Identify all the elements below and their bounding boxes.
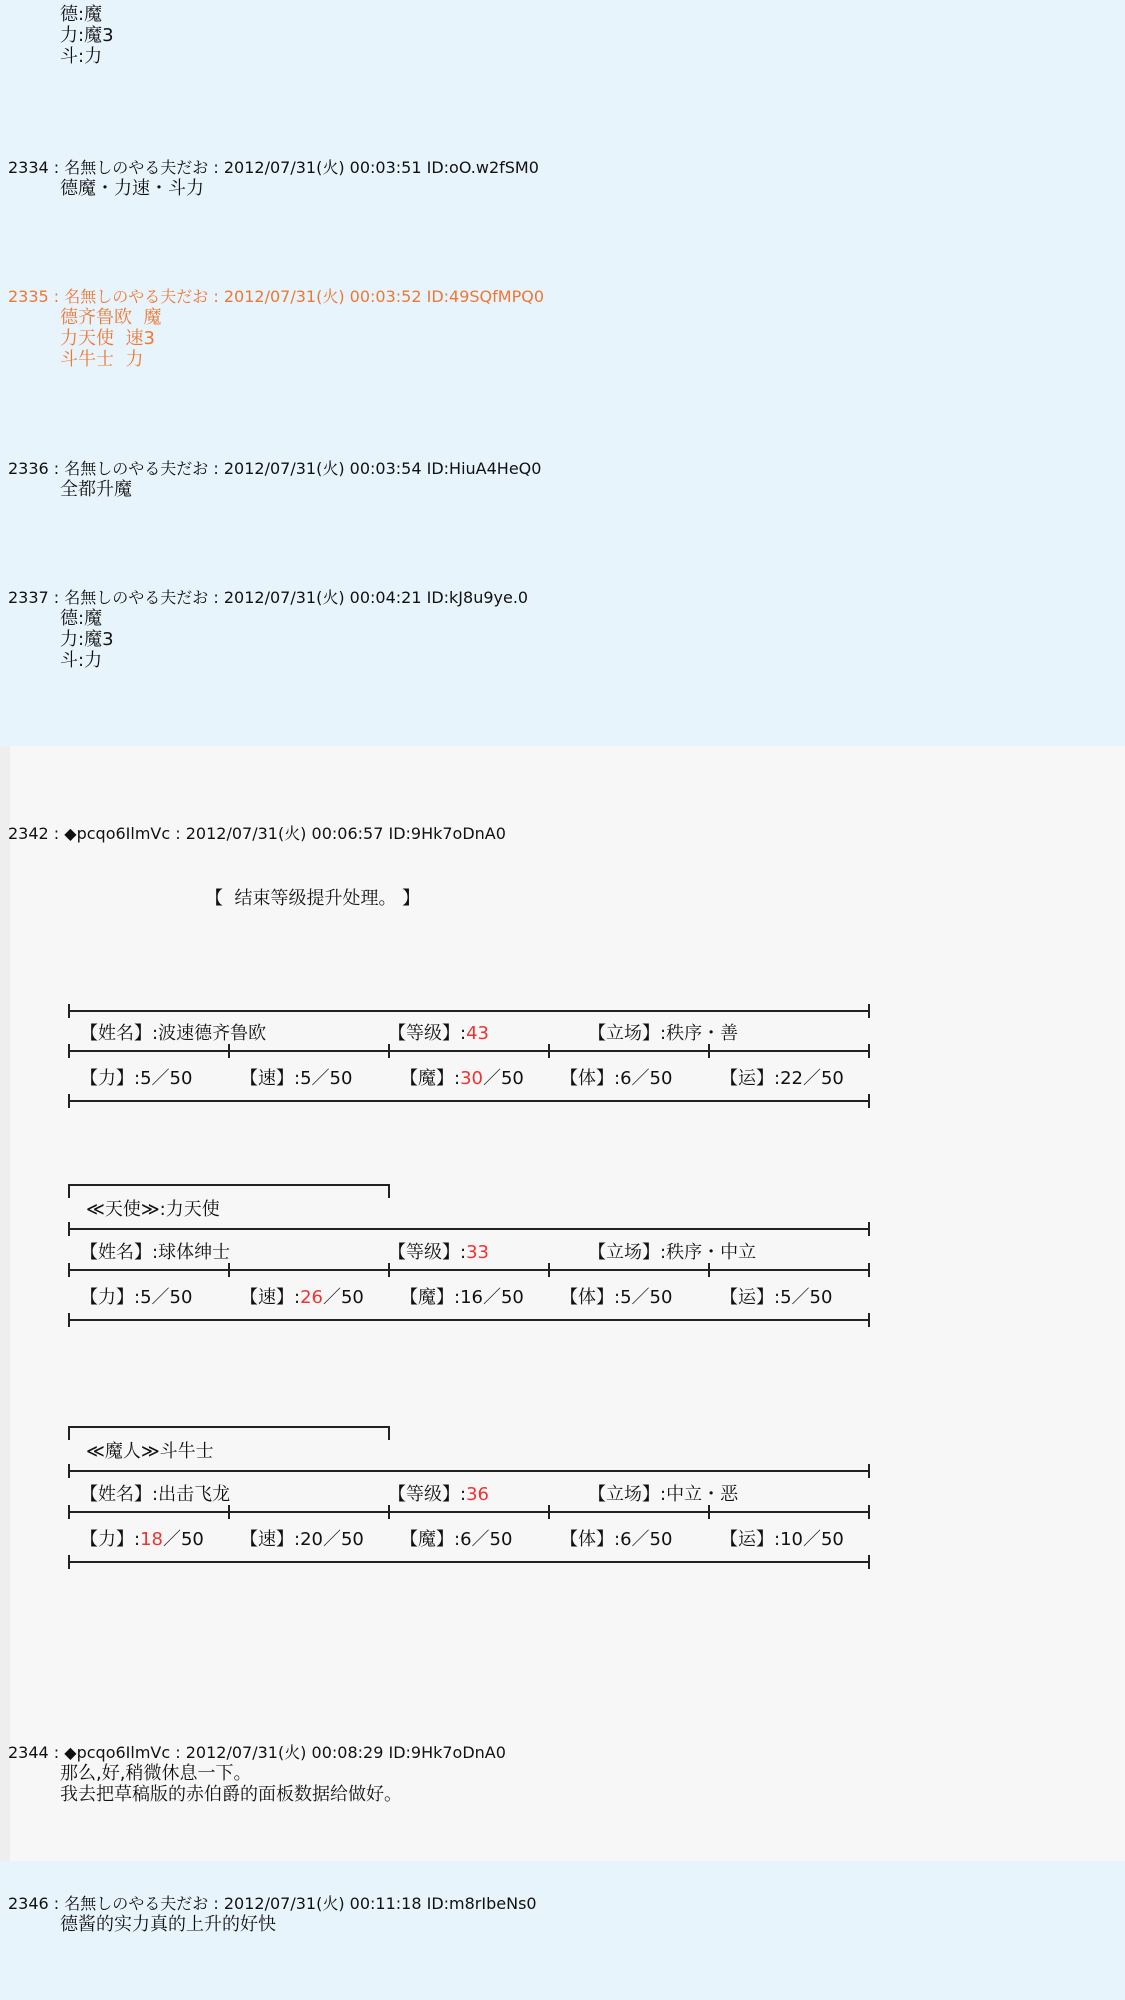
board-rule xyxy=(708,1505,710,1519)
poster-name: 名無しのやる夫だお xyxy=(64,588,209,607)
separator: : xyxy=(208,287,224,306)
post-line: 斗:力 xyxy=(60,46,103,67)
stat-spd: 【速】:26／50 xyxy=(240,1287,364,1308)
post-line: 斗牛士 力 xyxy=(60,349,144,370)
board-rule xyxy=(68,1426,390,1428)
board-rule xyxy=(68,1184,390,1186)
board-rule xyxy=(68,1511,870,1513)
post-line: 力:魔3 xyxy=(60,25,114,46)
board-rule xyxy=(68,1222,70,1236)
post-header xyxy=(8,286,544,307)
board-rule xyxy=(548,1263,550,1277)
poster-name: 名無しのやる夫だお xyxy=(64,287,209,306)
level-field: 【等级】:43 xyxy=(388,1023,489,1044)
post-header xyxy=(8,157,539,178)
post-number[interactable]: 2344 xyxy=(8,1743,49,1762)
poster-id[interactable]: ID:m8rIbeNs0 xyxy=(426,1894,537,1913)
post-header xyxy=(8,823,506,844)
board-rule xyxy=(68,1050,870,1052)
board-rule xyxy=(388,1184,390,1198)
stat-str: 【力】:5／50 xyxy=(80,1068,193,1089)
stat-mag: 【魔】:16／50 xyxy=(400,1287,524,1308)
separator: : xyxy=(208,459,224,478)
stat-mag: 【魔】:30／50 xyxy=(400,1068,524,1089)
board-rule xyxy=(68,1004,70,1018)
board-rule xyxy=(868,1222,870,1236)
board-rule xyxy=(68,1319,870,1321)
board-rule xyxy=(868,1505,870,1519)
poster-name: 名無しのやる夫だお xyxy=(64,1894,209,1913)
board-rule xyxy=(868,1263,870,1277)
poster-name: ◆pcqo6IlmVc xyxy=(64,824,171,843)
unit-tag: ≪天使≫:力天使 xyxy=(86,1199,220,1220)
post-line: 德:魔 xyxy=(60,608,103,629)
stat-luck: 【运】:5／50 xyxy=(720,1287,833,1308)
poster-name: 名無しのやる夫だお xyxy=(64,459,209,478)
stat-luck: 【运】:10／50 xyxy=(720,1529,844,1550)
poster-id[interactable]: ID:9Hk7oDnA0 xyxy=(388,1743,506,1762)
board-rule xyxy=(868,1094,870,1108)
post-header xyxy=(8,1742,506,1763)
poster-id[interactable]: ID:49SQfMPQ0 xyxy=(426,287,545,306)
name-field: 【姓名】:球体绅士 xyxy=(80,1242,231,1263)
board-rule xyxy=(68,1044,70,1058)
separator: : xyxy=(208,588,224,607)
post-line: 德齐鲁欧 魔 xyxy=(60,307,162,328)
post-header xyxy=(8,458,541,479)
post-2342 xyxy=(8,823,506,844)
separator: : xyxy=(170,1743,186,1762)
separator: : xyxy=(170,824,186,843)
post-body xyxy=(8,608,528,671)
board-rule xyxy=(548,1044,550,1058)
board-rule xyxy=(68,1269,870,1271)
board-rule xyxy=(68,1561,870,1563)
post-date: 2012/07/31(火) 00:06:57 xyxy=(185,824,384,843)
board-rule xyxy=(228,1044,230,1058)
separator: : xyxy=(208,1894,224,1913)
stat-luck: 【运】:22／50 xyxy=(720,1068,844,1089)
post-date: 2012/07/31(火) 00:03:51 xyxy=(223,158,422,177)
post-line: 全都升魔 xyxy=(60,479,132,500)
name-field: 【姓名】:波速德齐鲁欧 xyxy=(80,1023,267,1044)
board-rule xyxy=(68,1505,70,1519)
post-line: 斗:力 xyxy=(60,650,103,671)
name-field: 【姓名】:出击飞龙 xyxy=(80,1484,231,1505)
board-rule xyxy=(868,1044,870,1058)
poster-name: ◆pcqo6IlmVc xyxy=(64,1743,171,1762)
post-header xyxy=(8,1893,537,1914)
stat-board-3 xyxy=(68,1423,868,1573)
post-line: 力:魔3 xyxy=(60,629,114,650)
separator: : xyxy=(48,588,65,607)
board-rule xyxy=(68,1100,870,1102)
poster-id[interactable]: ID:oO.w2fSM0 xyxy=(426,158,539,177)
post-2337 xyxy=(8,587,528,671)
board-rule xyxy=(388,1426,390,1440)
stat-mag: 【魔】:6／50 xyxy=(400,1529,513,1550)
board-rule xyxy=(228,1505,230,1519)
board-rule xyxy=(68,1464,70,1478)
stance-field: 【立场】:秩序・中立 xyxy=(588,1242,757,1263)
stat-spd: 【速】:20／50 xyxy=(240,1529,364,1550)
level-field: 【等级】:33 xyxy=(388,1242,489,1263)
board-rule xyxy=(68,1555,70,1569)
board-rule xyxy=(868,1464,870,1478)
board-rule xyxy=(228,1263,230,1277)
section-strip xyxy=(0,746,10,1861)
post-date: 2012/07/31(火) 00:04:21 xyxy=(223,588,422,607)
board-rule xyxy=(868,1313,870,1327)
board-rule xyxy=(68,1426,70,1440)
separator: : xyxy=(48,158,65,177)
poster-name: 名無しのやる夫だお xyxy=(64,158,209,177)
separator: : xyxy=(48,1743,65,1762)
board-rule xyxy=(868,1555,870,1569)
post-2336 xyxy=(8,458,541,500)
board-rule xyxy=(68,1313,70,1327)
separator: : xyxy=(48,287,65,306)
stat-str: 【力】:5／50 xyxy=(80,1287,193,1308)
board-rule xyxy=(388,1263,390,1277)
post-date: 2012/07/31(火) 00:03:52 xyxy=(223,287,422,306)
post-date: 2012/07/31(火) 00:08:29 xyxy=(185,1743,384,1762)
post-date: 2012/07/31(火) 00:03:54 xyxy=(223,459,422,478)
stance-field: 【立场】:秩序・善 xyxy=(588,1023,739,1044)
post-number[interactable]: 2346 xyxy=(8,1894,49,1913)
post-body xyxy=(8,4,114,67)
post-header xyxy=(8,587,528,608)
post-body xyxy=(8,307,544,370)
board-rule xyxy=(548,1505,550,1519)
board-rule xyxy=(868,1004,870,1018)
poster-id[interactable]: ID:9Hk7oDnA0 xyxy=(388,824,506,843)
separator: : xyxy=(208,158,224,177)
separator: : xyxy=(48,459,65,478)
stat-board-1 xyxy=(68,1004,868,1114)
post-fragment xyxy=(8,4,114,67)
separator: : xyxy=(48,824,65,843)
post-date: 2012/07/31(火) 00:11:18 xyxy=(223,1894,422,1913)
stat-vit: 【体】:6／50 xyxy=(560,1068,673,1089)
board-rule xyxy=(68,1263,70,1277)
post-2334 xyxy=(8,157,539,199)
board-rule xyxy=(68,1010,870,1012)
post-2346 xyxy=(8,1893,537,1935)
post-number[interactable]: 2335 xyxy=(8,287,49,306)
level-field: 【等级】:36 xyxy=(388,1484,489,1505)
post-body xyxy=(8,479,541,500)
post-body xyxy=(8,1914,537,1935)
post-body xyxy=(8,178,539,199)
stat-spd: 【速】:5／50 xyxy=(240,1068,353,1089)
post-number[interactable]: 2342 xyxy=(8,824,49,843)
board-rule xyxy=(388,1044,390,1058)
post-line: 德:魔 xyxy=(60,4,103,25)
board-rule xyxy=(68,1094,70,1108)
post-line: 那么,好,稍微休息一下。 xyxy=(60,1763,252,1784)
stat-board-2 xyxy=(68,1181,868,1331)
poster-id[interactable]: ID:kJ8u9ye.0 xyxy=(426,588,529,607)
post-number[interactable]: 2337 xyxy=(8,588,49,607)
post-number[interactable]: 2334 xyxy=(8,158,49,177)
post-line: 我去把草稿版的赤伯爵的面板数据给做好。 xyxy=(60,1784,402,1805)
post-line: 德魔・力速・斗力 xyxy=(60,178,204,199)
stat-vit: 【体】:5／50 xyxy=(560,1287,673,1308)
post-line: 力天使 速3 xyxy=(60,328,155,349)
board-rule xyxy=(68,1470,870,1472)
separator: : xyxy=(48,1894,65,1913)
stat-str: 【力】:18／50 xyxy=(80,1529,204,1550)
post-2335 xyxy=(8,286,544,370)
poster-id[interactable]: ID:HiuA4HeQ0 xyxy=(426,459,542,478)
board-rule xyxy=(708,1263,710,1277)
board-rule xyxy=(708,1044,710,1058)
stance-field: 【立场】:中立・恶 xyxy=(588,1484,739,1505)
stat-vit: 【体】:6／50 xyxy=(560,1529,673,1550)
board-rule xyxy=(388,1505,390,1519)
post-body xyxy=(8,1763,506,1805)
post-2344 xyxy=(8,1742,506,1805)
unit-tag: ≪魔人≫斗牛士 xyxy=(86,1441,214,1462)
section-title: 【 结束等级提升处理。 】 xyxy=(205,888,421,909)
board-rule xyxy=(68,1228,870,1230)
board-rule xyxy=(68,1184,70,1198)
post-line: 德酱的实力真的上升的好快 xyxy=(60,1914,276,1935)
post-number[interactable]: 2336 xyxy=(8,459,49,478)
